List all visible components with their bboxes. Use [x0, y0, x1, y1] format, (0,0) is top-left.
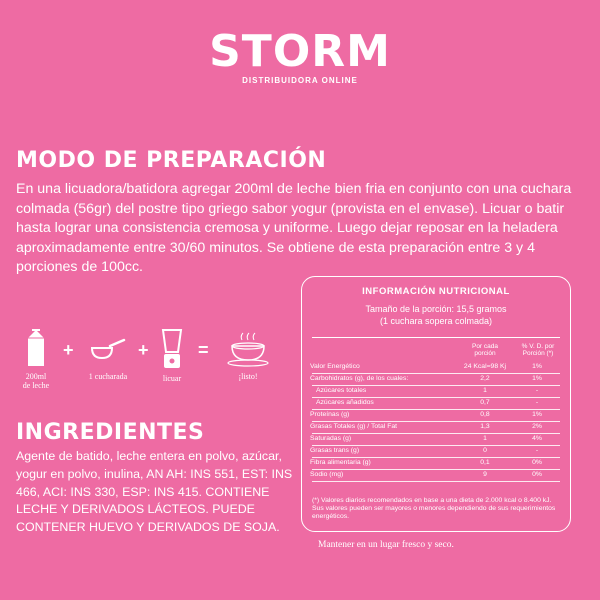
nutrition-footnote: (*) Valores diarios recomendados en base a una dieta de 2.000 kcal o 8.400 kJ. Sus valores pueden ser mayores o menores dependiendo de sus requerimientos energéticos.	[312, 497, 556, 520]
daily-value: 2%	[532, 423, 542, 430]
plus-operator: +	[138, 340, 149, 360]
per-portion-value: 1,3	[480, 423, 490, 430]
daily-value: -	[535, 399, 539, 406]
equals-operator: =	[198, 340, 209, 360]
daily-value: -	[535, 387, 539, 394]
nutrition-row	[310, 373, 562, 384]
step-blender-label: licuar	[162, 374, 182, 383]
daily-value-header: % V. D. por Porción (*)	[521, 343, 555, 357]
ingredients-text: Agente de batido, leche entera en polvo, azúcar, yogur en polvo, inulina, AN AH: INS 551, EST: INS 466, ACI: INS 330, ESP: INS 415. CONTIENE LECHE Y DERIVADOS LÁCTEOS. PUEDE CONTENER HUEVO Y DERIVADOS DE SOJA.	[16, 449, 293, 535]
nutrition-row	[310, 457, 562, 468]
per-portion-header: Por cada porción	[471, 343, 499, 357]
nutrient-label: Azúcares añadidos	[316, 399, 374, 406]
brand-name: STORM	[209, 26, 391, 77]
daily-value: 0%	[532, 471, 542, 478]
nutrition-row	[310, 361, 562, 372]
per-portion-value: 24 Kcal=98 Kj	[463, 363, 507, 370]
per-portion-value: 0,8	[480, 411, 490, 418]
preparation-text: En una licuadora/batidora agregar 200ml de leche bien fria en conjunto con una cuchara colmada (56gr) del postre tipo griego sabor yogur (provista en el envase). Licuar o batir hasta lograr una consistencia cremosa y uniforme. Luego dejar reposar en la heladera aproximadamente entre 30/60 minutos. Se obtiene de esta preparación entre 3 y 4 porciones de 100cc.	[16, 181, 572, 276]
milk-carton-icon	[24, 328, 48, 368]
bowl-icon	[226, 330, 270, 368]
divider	[312, 337, 560, 338]
nutrient-label: Saturadas (g)	[310, 435, 352, 442]
blender-icon	[159, 328, 185, 370]
nutrient-label: Proteínas (g)	[310, 411, 350, 418]
brand-tagline: DISTRIBUIDORA ONLINE	[242, 76, 358, 85]
nutrition-row	[310, 469, 562, 480]
ingredients-heading: INGREDIENTES	[16, 420, 205, 445]
per-portion-value: 1	[483, 435, 487, 442]
nutrient-label: Fibra alimentaria (g)	[310, 459, 371, 466]
preparation-steps	[18, 328, 288, 388]
nutrition-row	[310, 409, 562, 420]
nutrition-row	[310, 433, 562, 444]
nutrition-row	[310, 421, 562, 432]
nutrition-row	[310, 445, 562, 456]
step-spoon-label: 1 cucharada	[88, 372, 128, 381]
daily-value: 1%	[532, 375, 542, 382]
nutrient-label: Carbohidratos (g), de los cuales:	[310, 375, 409, 382]
plus-operator: +	[63, 340, 74, 360]
nutrient-label: Valor Energético	[310, 363, 360, 370]
per-portion-value: 0,7	[480, 399, 490, 406]
daily-value: 4%	[532, 435, 542, 442]
per-portion-value: 0,1	[480, 459, 490, 466]
brand-logo	[0, 26, 600, 85]
step-milk-label: 200ml de leche	[22, 372, 50, 390]
step-ready-label: ¡listo!	[238, 372, 258, 381]
daily-value: -	[535, 447, 539, 454]
per-portion-value: 2,2	[480, 375, 490, 382]
step-spoon	[78, 328, 138, 381]
nutrition-title: INFORMACIÓN NUTRICIONAL	[362, 286, 510, 297]
nutrient-label: Azúcares totales	[316, 387, 367, 394]
storage-note: Mantener en un lugar fresco y seco.	[318, 540, 454, 550]
preparation-heading: MODO DE PREPARACIÓN	[16, 148, 327, 173]
per-portion-value: 9	[483, 471, 487, 478]
portion-size: Tamaño de la porción: 15,5 gramos (1 cuchara sopera colmada)	[365, 304, 507, 326]
nutrient-label: Sodio (mg)	[310, 471, 344, 478]
nutrient-label: Grasas Totales (g) / Total Fat	[310, 423, 398, 430]
daily-value: 0%	[532, 459, 542, 466]
nutrition-row	[310, 397, 562, 408]
daily-value: 1%	[532, 411, 542, 418]
per-portion-value: 0	[483, 447, 487, 454]
step-ready	[218, 330, 278, 381]
per-portion-value: 1	[483, 387, 487, 394]
spoon-icon	[88, 328, 128, 368]
step-blender	[142, 328, 202, 383]
daily-value: 1%	[532, 363, 542, 370]
nutrient-label: Grasas trans (g)	[310, 447, 360, 454]
nutrition-table	[301, 276, 571, 532]
row-divider	[312, 481, 560, 482]
step-milk	[6, 328, 66, 390]
nutrition-row	[310, 385, 562, 396]
